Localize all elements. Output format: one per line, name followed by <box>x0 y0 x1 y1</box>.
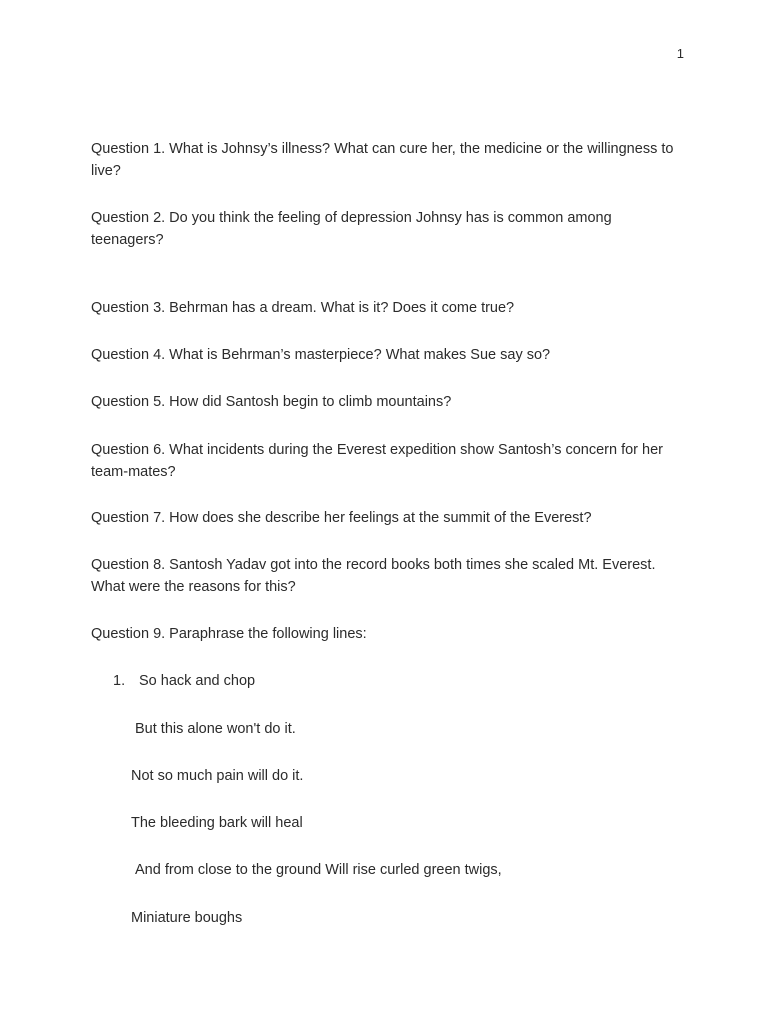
poem-line-3: Not so much pain will do it. <box>131 768 304 784</box>
poem-line-5: And from close to the ground Will rise curled green twigs, <box>135 862 502 878</box>
page-number: 1 <box>676 46 684 61</box>
question-3: Question 3. Behrman has a dream. What is it? Does it come true? <box>91 300 515 316</box>
question-5: Question 5. How did Santosh begin to climb mountains? <box>91 394 452 410</box>
question-2: Question 2. Do you think the feeling of depression Johnsy has is common among teenagers? <box>91 210 612 248</box>
question-6: Question 6. What incidents during the Everest expedition show Santosh’s concern for her team-mates? <box>91 442 663 480</box>
poem-line-2: But this alone won't do it. <box>135 721 296 737</box>
question-4: Question 4. What is Behrman’s masterpiece? What makes Sue say so? <box>91 347 551 363</box>
question-9: Question 9. Paraphrase the following lines: <box>91 626 367 642</box>
question-1: Question 1. What is Johnsy’s illness? What can cure her, the medicine or the willingness to live? <box>91 141 674 179</box>
list-number: 1. <box>113 673 126 689</box>
poem-line-1: So hack and chop <box>139 673 256 689</box>
question-7: Question 7. How does she describe her feelings at the summit of the Everest? <box>91 510 592 526</box>
question-8: Question 8. Santosh Yadav got into the record books both times she scaled Mt. Everest. What were the reasons for this? <box>91 557 656 595</box>
poem-line-6: Miniature boughs <box>131 910 243 926</box>
poem-line-4: The bleeding bark will heal <box>131 815 303 831</box>
